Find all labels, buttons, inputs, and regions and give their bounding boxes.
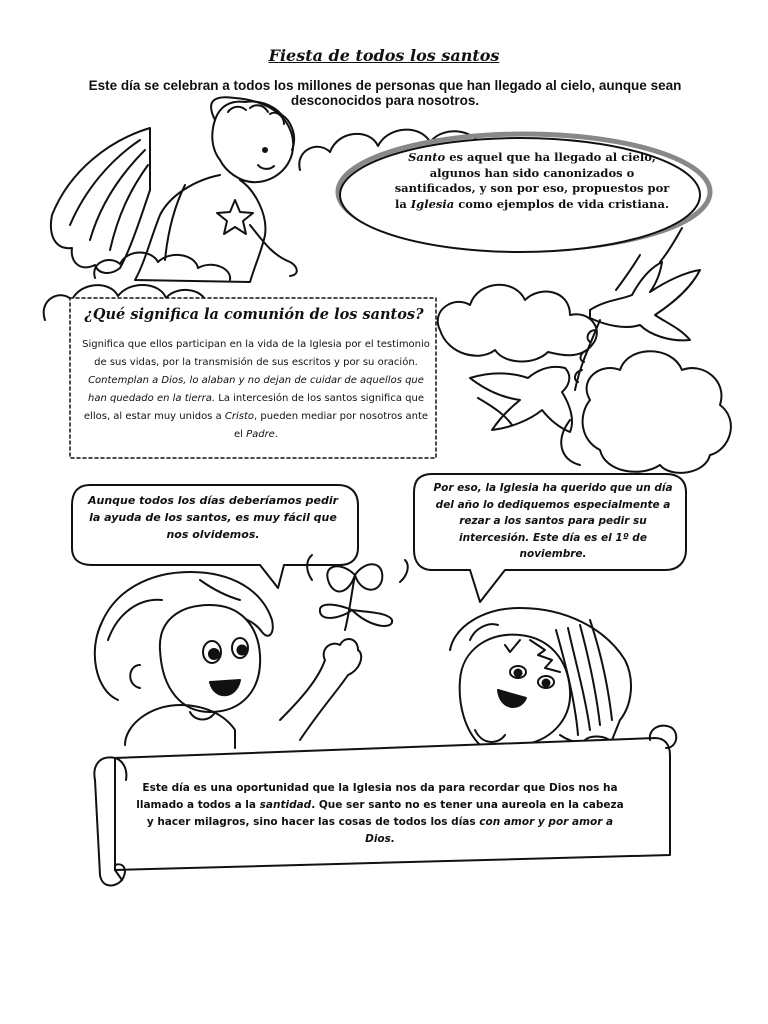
clouds-right	[438, 285, 731, 473]
page-title: Fiesta de todos los santos	[268, 46, 500, 65]
boy-illustration	[95, 555, 408, 748]
girl-face	[460, 635, 570, 745]
intro-text: Este día se celebran a todos los millones de personas que han llegado al cielo, aunque sean desconocidos para nosotros.	[88, 78, 682, 108]
angel-head	[211, 97, 293, 182]
dove-upper	[590, 262, 700, 340]
angel-illustration	[51, 97, 297, 282]
box-title: ¿Qué significa la comunión de los santos?	[84, 306, 424, 323]
bubble-left-text: Aunque todos los días deberíamos pedir la ayuda de los santos, es muy fácil que nos olvidemos.	[87, 494, 339, 541]
bubble-right-text: Por eso, la Iglesia ha querido que un día del año lo dediquemos especialmente a rezar a los santos para pedir su intercesión. Este día es el 1º de noviembre.	[433, 482, 673, 560]
olive-branch	[575, 320, 600, 390]
oval-text: Santo es aquel que ha llegado al cielo, algunos han sido canonizados o santificados, y son por eso, propuestos por la Iglesia como ejemplos de vida cristiana.	[394, 150, 670, 211]
scroll-text: Este día es una oportunidad que la Iglesia nos da para recordar que Dios nos ha llamado a todos a la santidad. Que ser santo no es tener una aureola en la cabeza y hacer milagros, sino hacer las cosas de todos los días con amor y por amor a Dios.	[136, 782, 624, 845]
girl-illustration	[450, 608, 631, 746]
angel-star	[217, 200, 253, 234]
box-body: Significa que ellos participan en la vida de la Iglesia por el testimonio de sus vidas, por la transmisión de sus escritos y por su oración. Contemplan a Dios, lo alaban y no dejan de cuidar de aquellos que han quedado en la tierra. La intercesión de los santos significa que ellos, al estar muy unidos a Cristo, pueden mediar por nosotros ante el Padre.	[82, 339, 430, 440]
dove-lower	[470, 367, 572, 432]
dragonfly	[320, 564, 392, 630]
angel-wing	[51, 128, 150, 273]
doves	[470, 228, 700, 432]
